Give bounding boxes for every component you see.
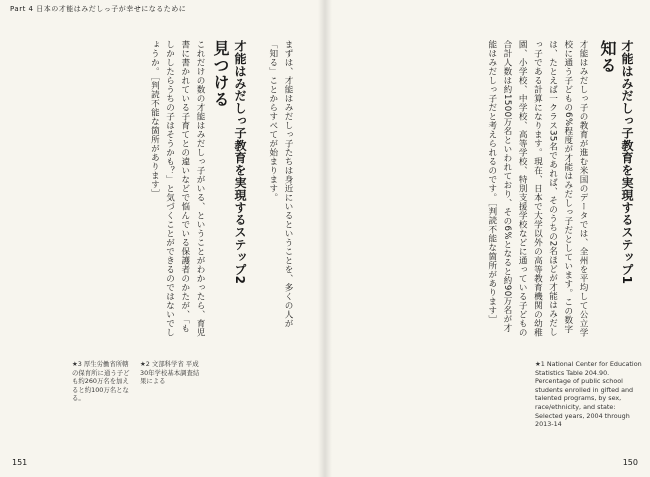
right-page-heading-sub: 知る (598, 40, 617, 74)
right-page-heading (592, 40, 636, 330)
footnote-1: ★1 National Center for Education Statistics Table 204.90. Percentage of public school students enrolled in gifted and talented programs, by sex, race/ethnicity, and state: Selected years, 2004 through 2013-14 (535, 360, 642, 429)
page-number-left: 151 (12, 458, 28, 467)
footnote-2: ★2 文部科学省 平成30年学校基本調査結果による (140, 360, 200, 386)
left-page-heading (211, 40, 249, 330)
right-page-heading-title: 才能はみだしっ子教育を実現するステップ1 (620, 40, 634, 285)
left-page-heading-sub: 見つける (211, 40, 230, 108)
page-number-right: 150 (622, 458, 638, 467)
left-page-heading-title: 才能はみだしっ子教育を実現するステップ2 (233, 40, 247, 285)
left-page-body: これだけの数の才能はみだしっ子がいる、ということがわかったら、育児書に書かれている子育てとの違いなどで悩んでいる保護者のかたが、「もしかしたらうちの子はそうかも？」と気づくことができるのではないでしょうか。［判読不能な箇所があります］ (149, 40, 205, 337)
right-page-body: 才能はみだしっ子の教育が進む米国のデータでは、全州を平均して公立学校に通う子どもの6%程度が才能はみだしっ子だとしています。この数字は、たとえば一クラス35名であれば、そのうちの2名ほどが才能はみだしっ子である計算になります。現在、日本で大学以外の高等教育機関の幼稚園、小学校、中学校、高等学校、特別支援学校などに通っている子どもの合計人数は約1500万名といわれており、その6%となると約90万名が才能はみだしっ子だと考えられるのです。［判読不能な箇所があります］ (486, 40, 588, 337)
left-page-intro: まずは、才能はみだしっ子たちは身近にいるということを、多くの人が「知る」ことからすべてが始まります。 (267, 40, 293, 328)
footnote-3: ★3 厚生労働省所轄の保育所に通う子ども約260万名を加えると約100万名となる。 (72, 360, 130, 403)
right-page (325, 0, 650, 477)
running-head: Part 4 日本の才能はみだしっ子が幸せになるために (10, 5, 187, 13)
